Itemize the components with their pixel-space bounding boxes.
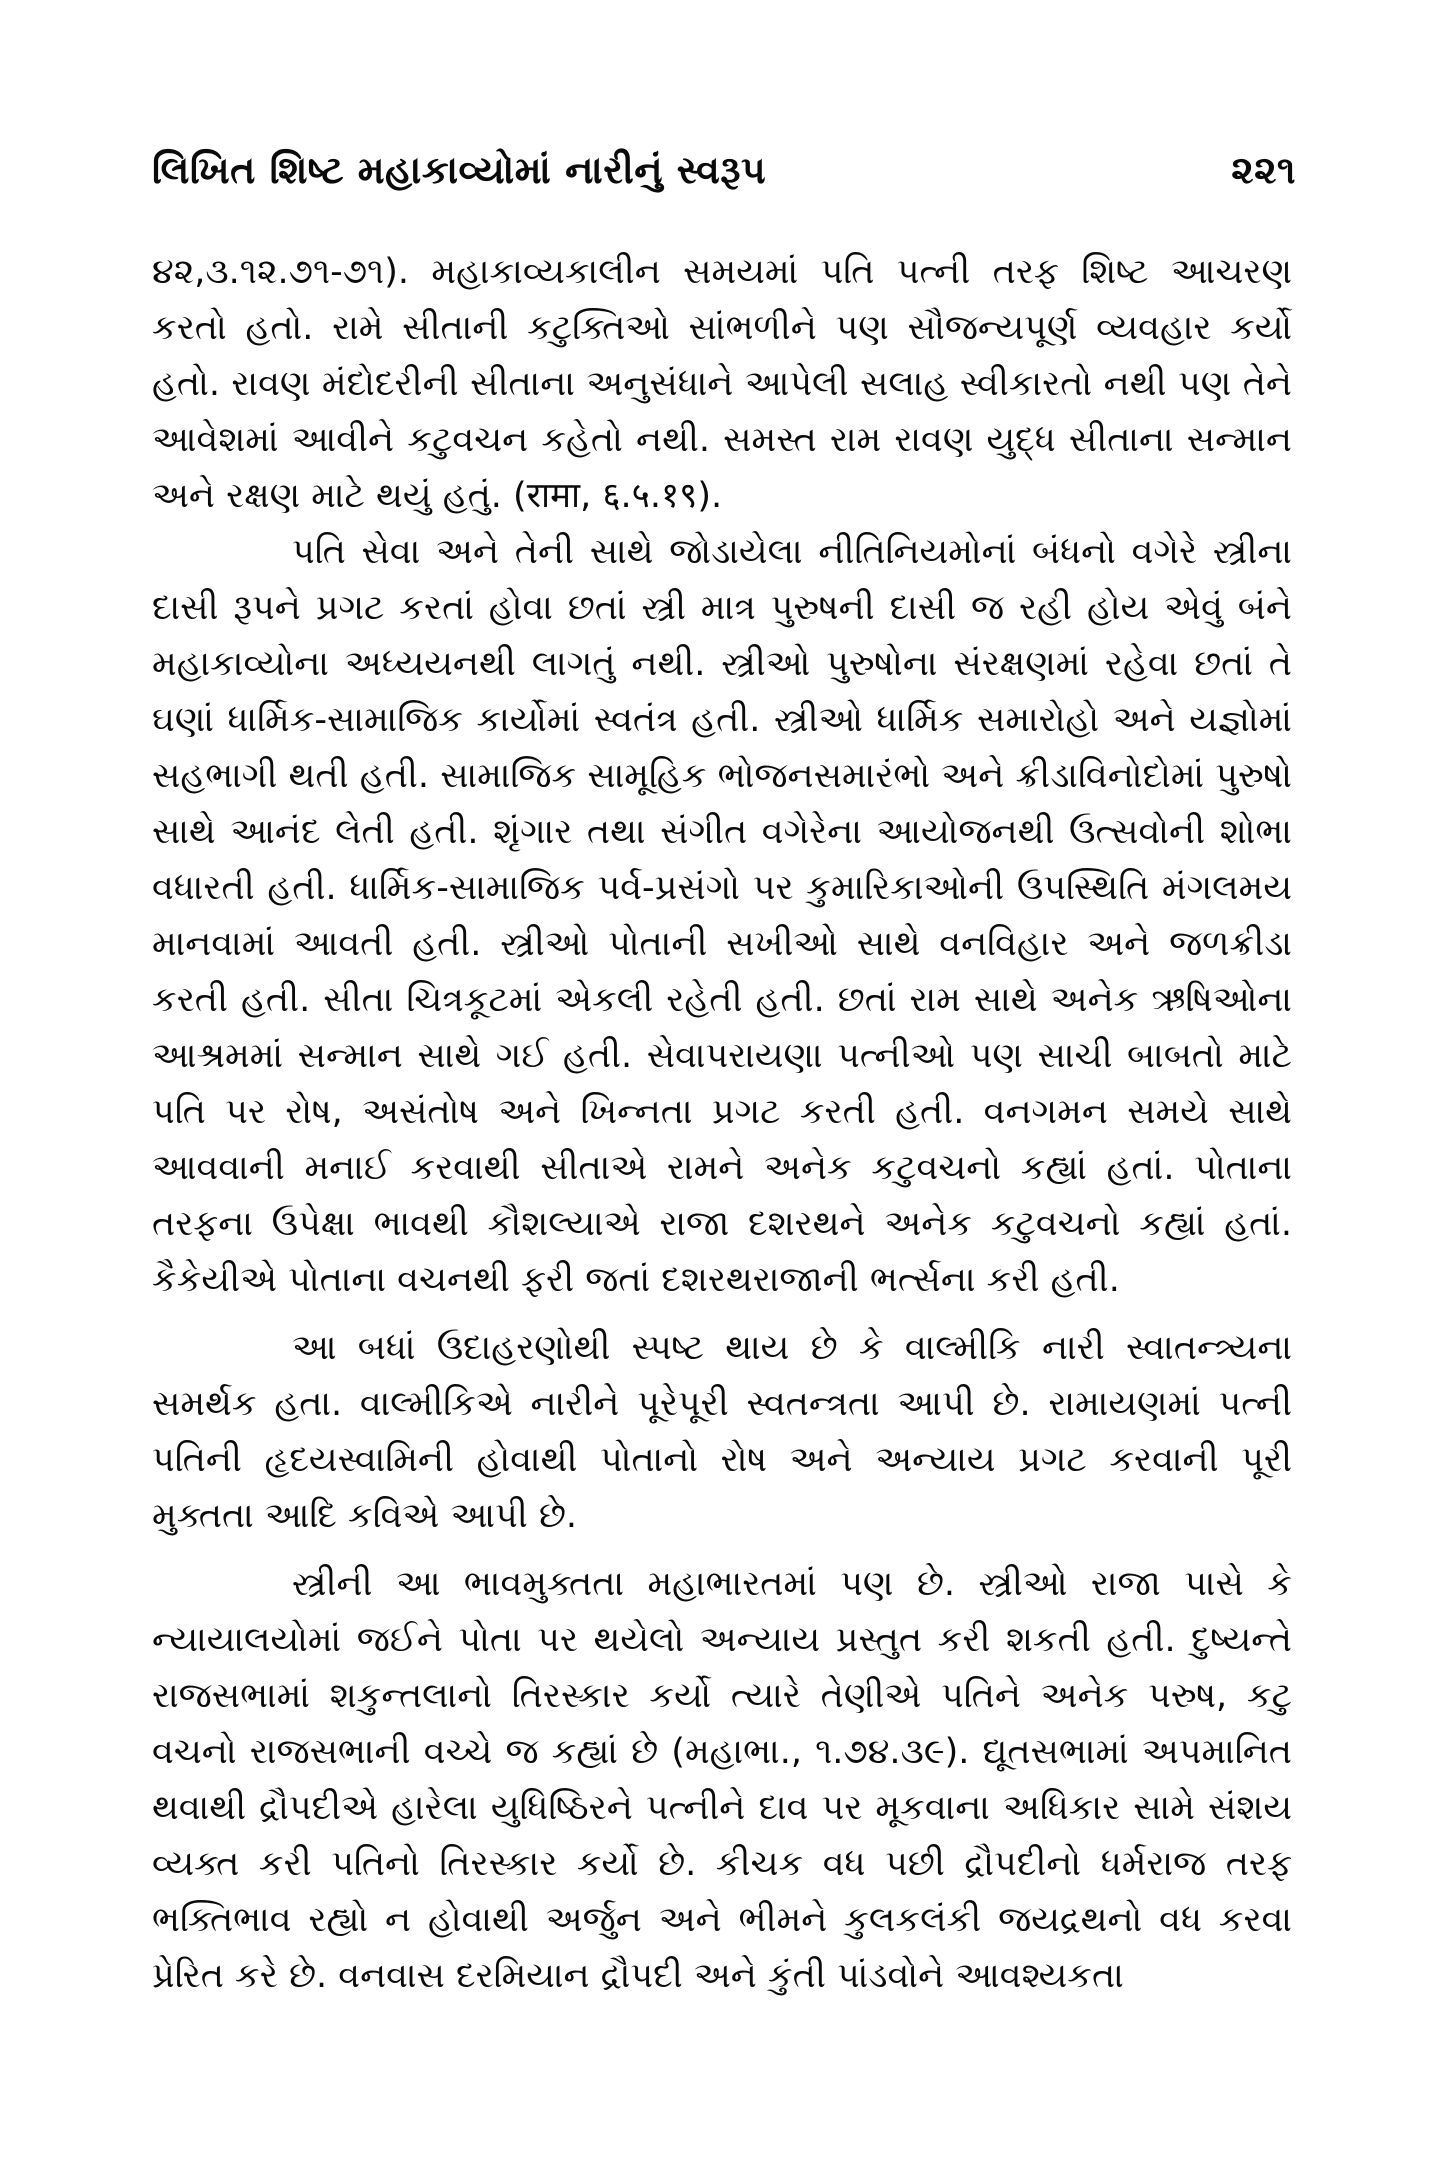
page-number: ૨૨૧ xyxy=(1231,148,1296,192)
paragraph: આ બધાં ઉદાહરણોથી સ્પષ્ટ થાય છે કે વાલ્મીકિ નારી સ્વાતન્ત્ર્યના સમર્થક હતા. વાલ્મીકિએ નારીને પૂરેપૂરી સ્વતન્ત્રતા આપી છે. રામાયણમાં પત્ની પતિની હૃદયસ્વામિની હોવાથી પોતાનો રોષ અને અન્યાય પ્રગટ કરવાની પૂરી મુક્તતા આદિ કવિએ આપી છે. xyxy=(152,1328,1292,1536)
paragraph-continued: ૪૨,૩.૧૨.૭૧-૭૧). મહાકાવ્યકાલીન સમયમાં પતિ પત્ની તરફ શિષ્ટ આચરણ કરતો હતો. રામે સીતાની કટુક્તિઓ સાંભળીને પણ સૌજન્યપૂર્ણ વ્યવહાર કર્યો હતો. રાવણ મંદોદરીની સીતાના અનુસંધાને આપેલી સલાહ સ્વીકારતો નથી પણ તેને આવેશમાં આવીને કટુવચન કહેતો નથી. સમસ્ત રામ રાવણ યુદ્ધ સીતાના સન્માન અને રક્ષણ માટે થયું હતું. (रामा, ६.५.१९). xyxy=(152,252,1292,516)
chapter-title: લિખિત શિષ્ટ મહાકાવ્યોમાં નારીનું સ્વરૂપ xyxy=(152,148,767,192)
paragraph: સ્ત્રીની આ ભાવમુક્તતા મહાભારતમાં પણ છે. સ્ત્રીઓ રાજા પાસે કે ન્યાયાલયોમાં જઈને પોતા પર થયેલો અન્યાય પ્રસ્તુત કરી શકતી હતી. દુષ્યન્તે રાજસભામાં શકુન્તલાનો તિરસ્કાર કર્યો ત્યારે તેણીએ પતિને અનેક પરુષ, કટુ વચનો રાજસભાની વચ્ચે જ કહ્યાં છે (મહાભા., ૧.૭૪.૩૯). દ્યૂતસભામાં અપમાનિત થવાથી દ્રૌપદીએ હારેલા યુધિષ્ઠિરને પત્નીને દાવ પર મૂકવાના અધિકાર સામે સંશય વ્યક્ત કરી પતિનો તિરસ્કાર કર્યો છે. કીચક વધ પછી દ્રૌપદીનો ધર્મરાજ તરફ ભક્તિભાવ રહ્યો ન હોવાથી અર્જુન અને ભીમને કુલકલંકી જયદ્રથનો વધ કરવા પ્રેરિત કરે છે. વનવાસ દરમિયાન દ્રૌપદી અને કુંતી પાંડવોને આવશ્યકતા xyxy=(152,1564,1292,1996)
paragraph: પતિ સેવા અને તેની સાથે જોડાયેલા નીતિનિયમોનાં બંધનો વગેરે સ્ત્રીના દાસી રૂપને પ્રગટ કરતાં હોવા છતાં સ્ત્રી માત્ર પુરુષની દાસી જ રહી હોય એવું બંને મહાકાવ્યોના અધ્યયનથી લાગતું નથી. સ્ત્રીઓ પુરુષોના સંરક્ષણમાં રહેવા છતાં તે ઘણાં ધાર્મિક-સામાજિક કાર્યોમાં સ્વતંત્ર હતી. સ્ત્રીઓ ધાર્મિક સમારોહો અને યજ્ઞોમાં સહભાગી થતી હતી. સામાજિક સામૂહિક ભોજનસમારંભો અને ક્રીડાવિનોદોમાં પુરુષો સાથે આનંદ લેતી હતી. શૃંગાર તથા સંગીત વગેરેના આયોજનથી ઉત્સવોની શોભા વધારતી હતી. ધાર્મિક-સામાજિક પર્વ-પ્રસંગો પર કુમારિકાઓની ઉપસ્થિતિ મંગલમય માનવામાં આવતી હતી. સ્ત્રીઓ પોતાની સખીઓ સાથે વનવિહાર અને જળક્રીડા કરતી હતી. સીતા ચિત્રકૂટમાં એકલી રહેતી હતી. છતાં રામ સાથે અનેક ઋષિઓના આશ્રમમાં સન્માન સાથે ગઈ હતી. સેવાપરાયણા પત્નીઓ પણ સાચી બાબતો માટે પતિ પર રોષ, અસંતોષ અને ખિન્નતા પ્રગટ કરતી હતી. વનગમન સમયે સાથે આવવાની મનાઈ કરવાથી સીતાએ રામને અનેક કટુવચનો કહ્યાં હતાં. પોતાના તરફના ઉપેક્ષા ભાવથી કૌશલ્યાએ રાજા દશરથને અનેક કટુવચનો કહ્યાં હતાં. કૈકેયીએ પોતાના વચનથી ફરી જતાં દશરથરાજાની ભર્ત્સના કરી હતી. xyxy=(152,532,1292,1300)
body-text xyxy=(152,244,1292,2004)
running-header xyxy=(152,148,1296,208)
